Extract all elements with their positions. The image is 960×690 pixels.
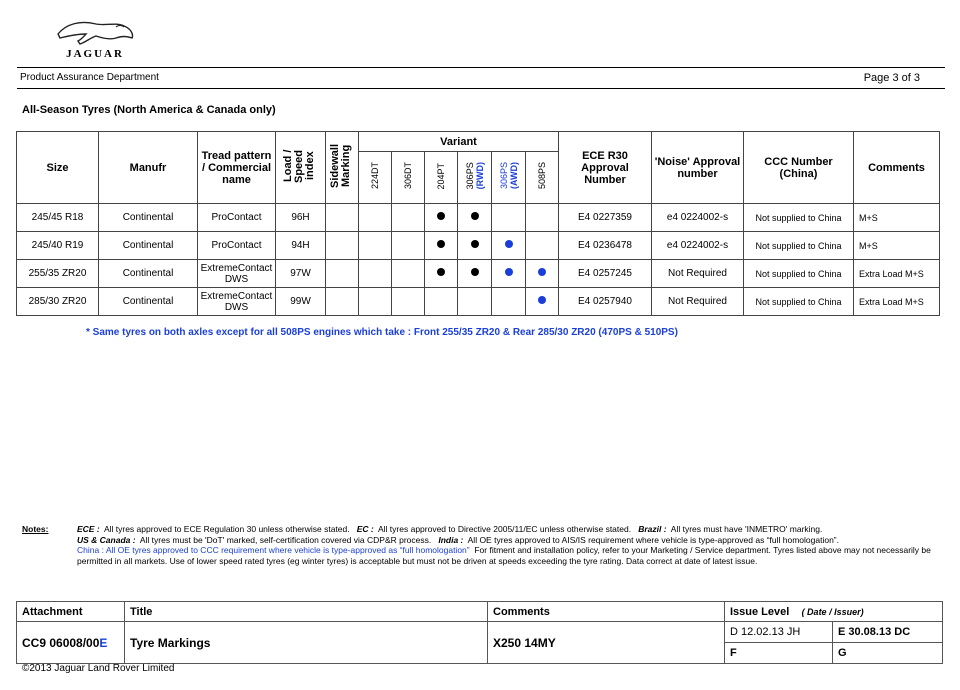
cell-variant (392, 204, 425, 232)
fitment-dot-icon (505, 268, 513, 276)
section-title: All-Season Tyres (North America & Canada only) (22, 104, 276, 116)
cell-variant (425, 260, 458, 288)
cell-ccc: Not supplied to China (744, 204, 854, 232)
cell-variant (392, 232, 425, 260)
cell-variant (359, 204, 392, 232)
cell-noise: e4 0224002-s (652, 232, 744, 260)
cell-variant (425, 288, 458, 316)
cell-tread: ExtremeContact DWS (198, 288, 276, 316)
cell-comments: M+S (854, 204, 940, 232)
cell-manufr: Continental (99, 260, 198, 288)
header-tread: Tread pattern / Commercial name (198, 132, 276, 204)
cell-sidewall (326, 260, 359, 288)
header-ccc: CCC Number (China) (744, 132, 854, 204)
cell-noise: Not Required (652, 288, 744, 316)
footer-comments: X250 14MY (488, 622, 725, 664)
variant-306ps-awd: 306PS (AWD) (492, 152, 526, 204)
cell-ece: E4 0227359 (559, 204, 652, 232)
cell-sidewall (326, 232, 359, 260)
fitment-dot-icon (505, 240, 513, 248)
cell-size: 285/30 ZR20 (17, 288, 99, 316)
axle-note: * Same tyres on both axles except for all 508PS engines which take : Front 255/35 ZR20 & Rear 285/30 ZR20 (470PS & 510PS) (86, 327, 678, 338)
cell-noise: e4 0224002-s (652, 204, 744, 232)
fitment-dot-icon (471, 268, 479, 276)
cell-variant (526, 260, 559, 288)
header-variant: Variant (359, 132, 559, 152)
cell-noise: Not Required (652, 260, 744, 288)
notes-body: ECE : All tyres approved to ECE Regulation 30 unless otherwise stated. EC : All tyres approved to Directive 2005/11/EC unless otherwise stated. Brazil : All tyres must have 'INMETRO' marking. US & Canada : All tyres must be 'DoT' marked, self-certification covered via CDP&R process. India : All OE tyres approved to AIS/IS requirement where vehicle is type-approved as “full homologation”. China : All OE tyres approved to CCC requirement where vehicle is type-approved as “full homologation” For fitment and installation policy, refer to your Marketing / Service department. Tyres listed above may not necessarily be permitted in all markets. Use of lower speed rated tyres (eg winter tyres) is acceptable but must not be driven at speeds exceeding the tyre rating. Data correct at date of latest issue. (77, 524, 931, 566)
cell-variant (425, 204, 458, 232)
cell-variant (359, 288, 392, 316)
cell-size: 245/40 R19 (17, 232, 99, 260)
cell-variant (526, 204, 559, 232)
cell-variant (458, 288, 492, 316)
fitment-dot-icon (437, 268, 445, 276)
footer-title-header: Title (125, 602, 488, 622)
header-comments: Comments (854, 132, 940, 204)
cell-load: 97W (276, 260, 326, 288)
cell-load: 99W (276, 288, 326, 316)
fitment-dot-icon (437, 240, 445, 248)
cell-comments: Extra Load M+S (854, 260, 940, 288)
issue-d: D 12.02.13 JH (725, 622, 833, 643)
tyre-table (16, 131, 940, 316)
cell-sidewall (326, 288, 359, 316)
cell-ccc: Not supplied to China (744, 288, 854, 316)
jaguar-logo (50, 14, 140, 62)
footer-issue-header: Issue Level ( Date / Issuer) (725, 602, 943, 622)
cell-variant (526, 232, 559, 260)
cell-sidewall (326, 204, 359, 232)
fitment-dot-icon (538, 268, 546, 276)
cell-variant (359, 232, 392, 260)
footer-attachment-header: Attachment (17, 602, 125, 622)
cell-variant (392, 260, 425, 288)
table-row (17, 204, 940, 232)
header-manufr: Manufr (99, 132, 198, 204)
cell-manufr: Continental (99, 232, 198, 260)
variant-508ps: 508PS (526, 152, 559, 204)
cell-manufr: Continental (99, 204, 198, 232)
cell-size: 255/35 ZR20 (17, 260, 99, 288)
cell-variant (526, 288, 559, 316)
header-load: Load / Speed index (276, 132, 326, 204)
cell-variant (492, 232, 526, 260)
cell-ece: E4 0257940 (559, 288, 652, 316)
issue-f: F (725, 643, 833, 664)
cell-variant (458, 260, 492, 288)
cell-variant (492, 260, 526, 288)
cell-size: 245/45 R18 (17, 204, 99, 232)
variant-224dt: 224DT (359, 152, 392, 204)
department-label: Product Assurance Department (20, 72, 159, 83)
issue-e: E 30.08.13 DC (833, 622, 943, 643)
issue-g: G (833, 643, 943, 664)
footer-doc-number: CC9 06008/00E (17, 622, 125, 664)
cell-load: 96H (276, 204, 326, 232)
page-number: Page 3 of 3 (863, 72, 920, 84)
footer-comments-header: Comments (488, 602, 725, 622)
cell-tread: ProContact (198, 204, 276, 232)
fitment-dot-icon (471, 240, 479, 248)
table-row (17, 232, 940, 260)
cell-ccc: Not supplied to China (744, 232, 854, 260)
cell-variant (492, 288, 526, 316)
cell-variant (458, 204, 492, 232)
header-noise: 'Noise' Approval number (652, 132, 744, 204)
header-rule (17, 67, 945, 68)
fitment-dot-icon (471, 212, 479, 220)
fitment-dot-icon (538, 296, 546, 304)
cell-load: 94H (276, 232, 326, 260)
cell-tread: ProContact (198, 232, 276, 260)
cell-ccc: Not supplied to China (744, 260, 854, 288)
variant-204pt: 204PT (425, 152, 458, 204)
leaper-icon (50, 14, 140, 48)
cell-variant (359, 260, 392, 288)
cell-ece: E4 0236478 (559, 232, 652, 260)
cell-comments: Extra Load M+S (854, 288, 940, 316)
cell-tread: ExtremeContact DWS (198, 260, 276, 288)
header-rule-bottom (17, 88, 945, 89)
header-size: Size (17, 132, 99, 204)
cell-manufr: Continental (99, 288, 198, 316)
cell-variant (425, 232, 458, 260)
cell-variant (458, 232, 492, 260)
table-row (17, 288, 940, 316)
logo-wordmark: JAGUAR (66, 48, 124, 60)
header-ece: ECE R30 Approval Number (559, 132, 652, 204)
variant-306ps-rwd: 306PS (RWD) (458, 152, 492, 204)
document-footer (16, 601, 943, 664)
variant-306dt: 306DT (392, 152, 425, 204)
fitment-dot-icon (437, 212, 445, 220)
cell-variant (392, 288, 425, 316)
table-row (17, 260, 940, 288)
footer-title: Tyre Markings (125, 622, 488, 664)
header-sidewall: Sidewall Marking (326, 132, 359, 204)
cell-comments: M+S (854, 232, 940, 260)
cell-ece: E4 0257245 (559, 260, 652, 288)
notes-label: Notes: (22, 524, 49, 534)
copyright: ©2013 Jaguar Land Rover Limited (22, 663, 175, 674)
cell-variant (492, 204, 526, 232)
